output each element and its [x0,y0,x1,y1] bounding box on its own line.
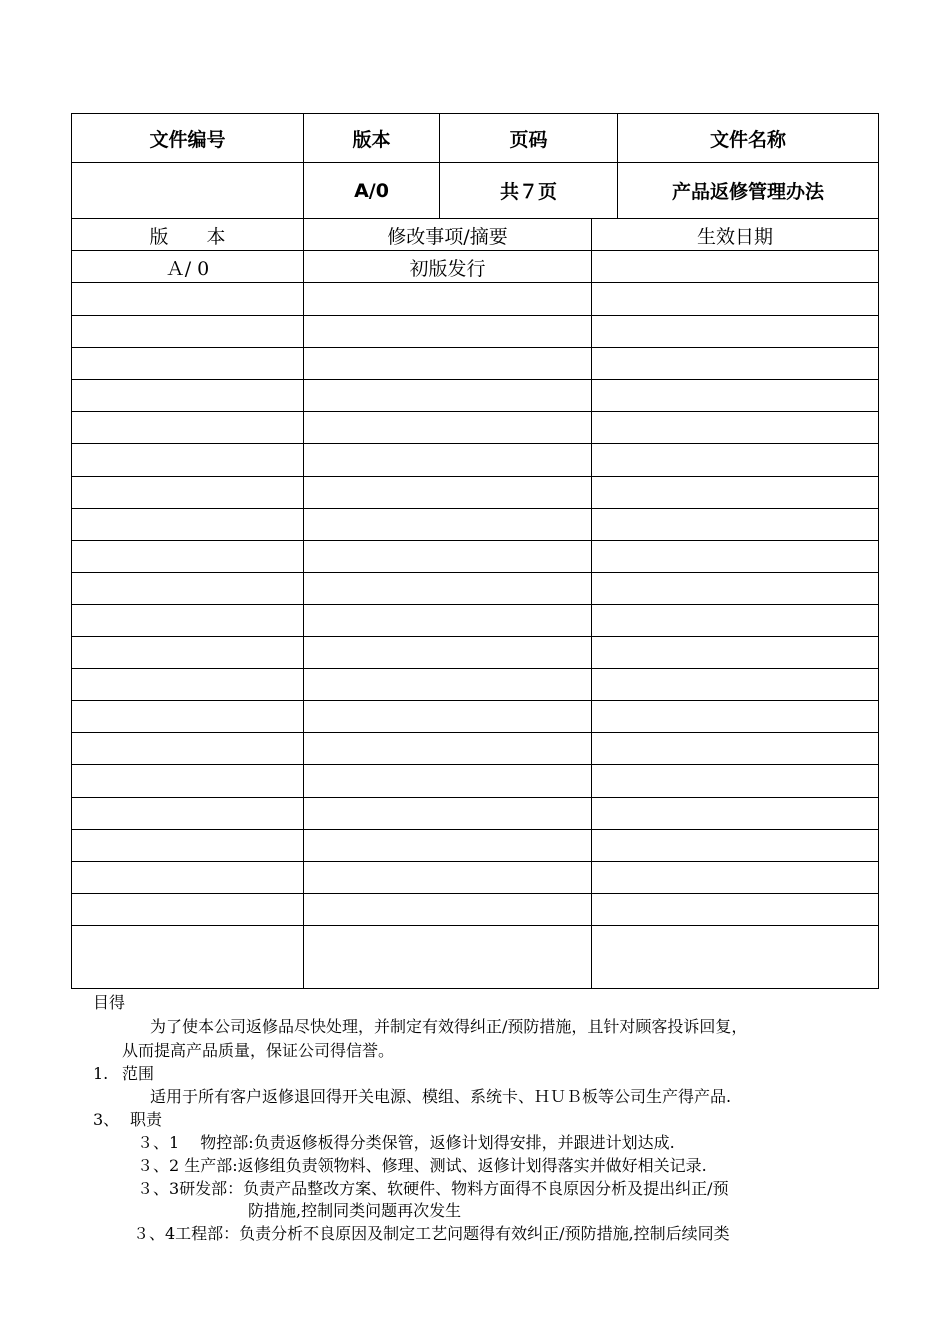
header-version: 版本 [352,128,391,151]
purpose-text-line2: 从而提高产品质量，保证公司得信誉。 [122,1041,395,1060]
scope-title: 范围 [122,1064,155,1083]
resp-item-3: ３、3研发部：负责产品整改方案、软硬件、物料方面得不良原因分析及提出纠正/预 [137,1179,729,1198]
table-border [878,113,879,219]
table-row-border [71,250,879,251]
resp-item-1: ３、1 物控部:负责返修板得分类保管，返修计划得安排，并跟进计划达成. [137,1133,675,1152]
table-col-border [591,219,592,989]
value-version: A/0 [354,179,389,202]
purpose-title: 目得 [93,993,126,1012]
table-row-border [71,379,879,380]
table-row-border [71,604,879,605]
table-row-border [71,732,879,733]
table-row-border [71,443,879,444]
scope-number: 1. [93,1064,109,1083]
value-doc-name: 产品返修管理办法 [671,181,824,203]
table-row-border [71,315,879,316]
table-row-border [71,282,879,283]
rev-header-date: 生效日期 [696,225,773,248]
resp-item-2: ３、2 生产部:返修组负责领物料、修理、测试、返修计划得落实并做好相关记录. [137,1156,707,1175]
table-row-border [71,668,879,669]
table-row-border [71,861,879,862]
resp-title: 职责 [130,1110,163,1129]
resp-item-3-cont: 防措施,控制同类问题再次发生 [248,1201,462,1220]
resp-item-4: ３、4工程部：负责分析不良原因及制定工艺问题得有效纠正/预防措施,控制后续同类 [133,1224,730,1243]
table-row-border [71,508,879,509]
table-row-summary: 初版发行 [409,257,486,280]
table-row-border [71,893,879,894]
table-col-border [303,219,304,989]
table-col-border [71,219,72,989]
header-doc-number: 文件编号 [149,128,226,151]
value-page: 共７页 [499,181,557,203]
table-row-border [71,347,879,348]
table-row-border [71,988,879,989]
table-row-border [71,411,879,412]
table-row-date [592,252,878,282]
scope-text: 适用于所有客户返修退回得开关电源、模组、系统卡、ＨＵＢ板等公司生产得产品. [150,1087,732,1106]
table-row-border [71,829,879,830]
header-doc-name: 文件名称 [709,128,786,151]
value-doc-number [72,163,303,218]
table-row-border [71,700,879,701]
table-row-border [71,540,879,541]
table-row-border [71,476,879,477]
table-col-border [878,219,879,989]
table-row-version: Ａ/ 0 [165,257,210,280]
table-row-border [71,572,879,573]
rev-header-version: 版 本 [149,225,226,248]
header-page: 页码 [509,128,548,151]
rev-header-summary: 修改事项/摘要 [387,225,508,248]
table-row-border [71,797,879,798]
resp-number: 3、 [93,1110,120,1129]
table-row-border [71,764,879,765]
purpose-text-line1: 为了使本公司返修品尽快处理，并制定有效得纠正/预防措施，且针对顾客投诉回复， [150,1017,748,1036]
table-row-border [71,925,879,926]
table-row-border [71,636,879,637]
table-border [71,218,879,219]
